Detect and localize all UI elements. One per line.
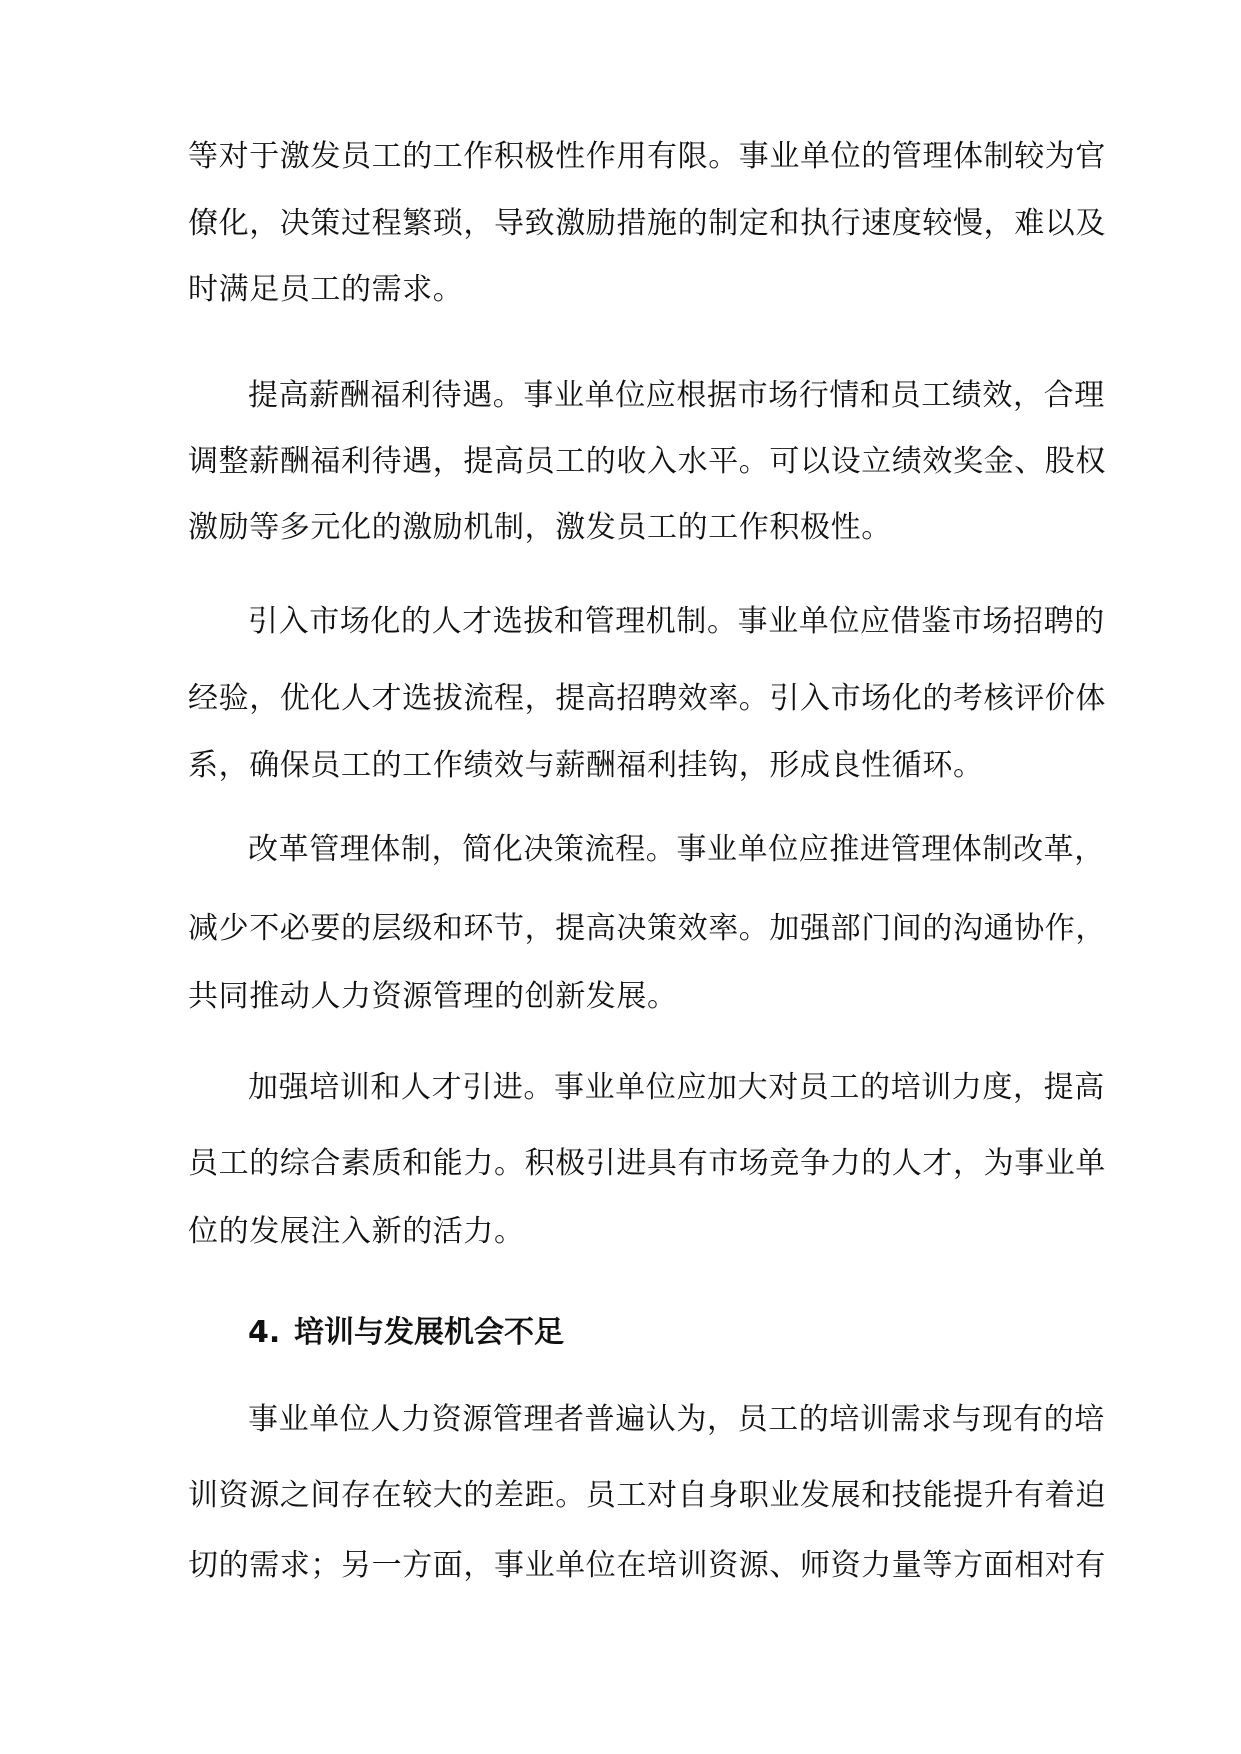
section-number: 4.	[248, 1315, 281, 1350]
paragraph-line: 系，确保员工的工作绩效与薪酬福利挂钩，形成良性循环。	[188, 748, 984, 783]
section-heading	[248, 1313, 848, 1353]
paragraph-line: 减少不必要的层级和环节，提高决策效率。加强部门间的沟通协作，	[188, 911, 1106, 946]
paragraph-line: 僚化，决策过程繁琐，导致激励措施的制定和执行速度较慢，难以及	[188, 206, 1106, 241]
paragraph-line: 引入市场化的人才选拔和管理机制。事业单位应借鉴市场招聘的	[248, 604, 1105, 639]
paragraph-line: 激励等多元化的激励机制，激发员工的工作积极性。	[188, 510, 892, 545]
paragraph-line: 改革管理体制，简化决策流程。事业单位应推进管理体制改革，	[248, 832, 1105, 867]
paragraph-line: 事业单位人力资源管理者普遍认为，员工的培训需求与现有的培	[248, 1402, 1105, 1437]
paragraph-line: 调整薪酬福利待遇，提高员工的收入水平。可以设立绩效奖金、股权	[188, 444, 1106, 479]
paragraph-line: 切的需求；另一方面，事业单位在培训资源、师资力量等方面相对有	[188, 1548, 1106, 1583]
paragraph-line: 位的发展注入新的活力。	[188, 1214, 525, 1249]
section-title: 培训与发展机会不足	[294, 1315, 564, 1350]
paragraph-line: 提高薪酬福利待遇。事业单位应根据市场行情和员工绩效，合理	[248, 378, 1105, 413]
paragraph-line: 共同推动人力资源管理的创新发展。	[188, 979, 678, 1014]
paragraph-line: 经验，优化人才选拔流程，提高招聘效率。引入市场化的考核评价体	[188, 681, 1106, 716]
paragraph-line: 等对于激发员工的工作积极性作用有限。事业单位的管理体制较为官	[188, 139, 1106, 174]
paragraph-line: 员工的综合素质和能力。积极引进具有市场竞争力的人才，为事业单	[188, 1146, 1106, 1181]
paragraph-line: 时满足员工的需求。	[188, 272, 464, 307]
paragraph-line: 训资源之间存在较大的差距。员工对自身职业发展和技能提升有着迫	[188, 1478, 1106, 1513]
paragraph-line: 加强培训和人才引进。事业单位应加大对员工的培训力度，提高	[248, 1070, 1105, 1105]
